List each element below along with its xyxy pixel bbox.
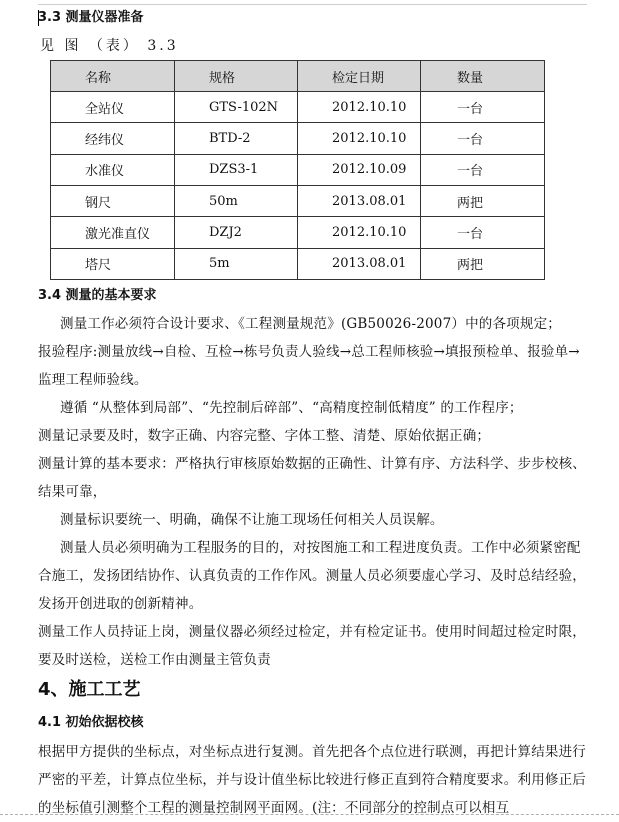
cell-qty: 两把 [421,248,545,279]
table-row [51,123,545,154]
cell-spec: DZJ2 [175,217,298,248]
header-qty: 数量 [421,61,545,92]
table-header-row [51,61,545,92]
cell-spec: 5m [175,248,298,279]
cell-date: 2013.08.01 [298,248,421,279]
cell-date: 2013.08.01 [298,185,421,216]
table-row [51,185,545,216]
table-row [51,154,545,185]
cell-name: 钢尺 [51,185,175,216]
cell-date: 2012.10.10 [298,123,421,154]
paragraph: 测量工作人员持证上岗，测量仪器必须经过检定，并有检定证书。使用时间超过检定时限，要及时送检，送检工作由测量主管负责 [38,624,586,668]
cell-qty: 一台 [421,123,545,154]
table-row [51,248,545,279]
paragraph: 测量工作必须符合设计要求、《工程测量规范》(GB50026-2007）中的各项规定； [60,316,561,332]
see-table-line: 见 图 （表） 3.3 [40,38,179,54]
section-heading-3-4: 3.4 测量的基本要求 [38,288,157,303]
cell-date: 2012.10.10 [298,92,421,123]
table-row [51,92,545,123]
cell-qty: 一台 [421,154,545,185]
paragraph: 遵循 “从整体到局部”、“先控制后碎部”、“高精度控制低精度” 的工作程序； [60,400,523,416]
cell-spec: 50m [175,185,298,216]
header-name: 名称 [51,61,175,92]
paragraph: 测量记录要及时，数字正确、内容完整、字体工整、清楚、原始依据正确； [38,428,491,444]
cell-name: 水准仪 [51,154,175,185]
cell-spec: BTD-2 [175,123,298,154]
cell-name: 塔尺 [51,248,175,279]
cell-qty: 两把 [421,185,545,216]
section-heading-3-3: 3.3 测量仪器准备 [38,10,144,25]
equipment-table [50,60,545,280]
paragraph: 测量计算的基本要求：严格执行审核原始数据的正确性、计算有序、方法科学、步步校核、结果可靠， [38,456,586,500]
cell-name: 激光准直仪 [51,217,175,248]
page-break-rule [0,814,619,815]
cell-name: 经纬仪 [51,123,175,154]
table-row [51,217,545,248]
cell-date: 2012.10.09 [298,154,421,185]
section-heading-4-1: 4.1 初始依据校核 [38,715,144,730]
paragraph: 测量标识要统一、明确，确保不让施工现场任何相关人员误解。 [60,512,444,528]
header-date: 检定日期 [298,61,421,92]
paragraph: 测量人员必须明确为工程服务的目的，对按图施工和工程进度负责。工作中必须紧密配合施工，发扬团结协作、认真负责的工作作风。测量人员必须要虚心学习、及时总结经验，发扬开创进取的创新精神。 [38,540,586,612]
chapter-heading-4: 4、施工工艺 [38,679,141,700]
cell-qty: 一台 [421,92,545,123]
header-spec: 规格 [175,61,298,92]
cell-date: 2012.10.10 [298,217,421,248]
paragraph: 根据甲方提供的坐标点，对坐标点进行复测。首先把各个点位进行联测，再把计算结果进行严密的平差，计算点位坐标，并与设计值坐标比较进行修正直到符合精度要求。利用修正后的坐标值引测整个工程的测量控制网平面网。(注：不同部分的控制点可以相互 [38,744,586,816]
cell-spec: GTS-102N [175,92,298,123]
cell-name: 全站仪 [51,92,175,123]
cell-qty: 一台 [421,217,545,248]
paragraph: 报验程序:测量放线→自检、互检→栋号负责人验线→总工程师核验→填报预检单、报验单→监理工程师验线。 [38,344,580,388]
cell-spec: DZS3-1 [175,154,298,185]
top-rule [38,4,587,5]
